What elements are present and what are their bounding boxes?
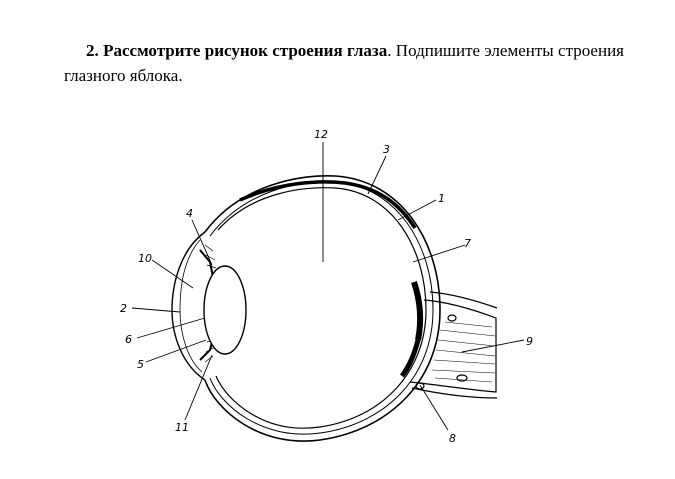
label-3: 3 [383, 143, 390, 156]
task-heading: 2. Рассмотрите рисунок строения глаза [86, 41, 388, 60]
label-4: 4 [186, 207, 193, 220]
lens [204, 266, 246, 354]
leader-lines [132, 142, 524, 430]
task-body: . Подпишите элементы строения глазного яблока. [64, 41, 624, 85]
optic-nerve [410, 292, 497, 398]
retina-band [240, 182, 415, 228]
eyeball [172, 176, 440, 441]
label-7: 7 [464, 237, 471, 250]
cornea [172, 232, 205, 380]
label-2: 2 [120, 302, 127, 315]
label-5: 5 [137, 358, 144, 371]
label-12: 12 [314, 128, 328, 141]
label-10: 10 [138, 252, 152, 265]
label-11: 11 [175, 421, 189, 434]
label-8: 8 [449, 432, 456, 445]
label-6: 6 [125, 333, 132, 346]
label-9: 9 [526, 335, 533, 348]
label-1: 1 [438, 192, 445, 205]
